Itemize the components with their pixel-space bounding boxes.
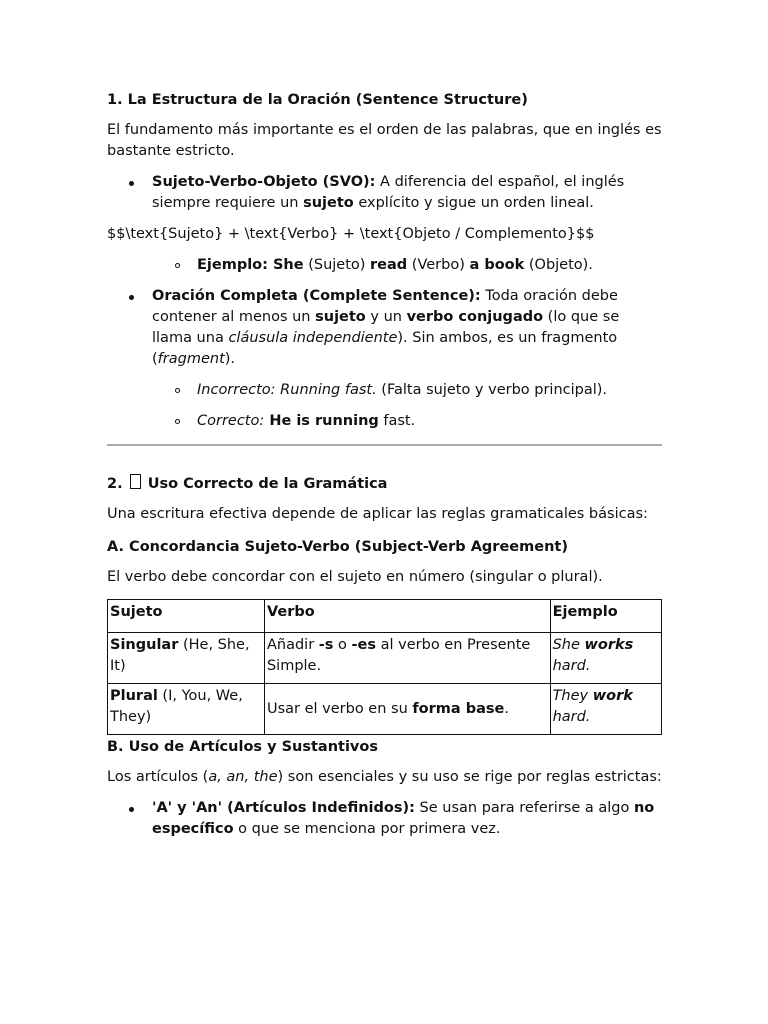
complete-text-5: ). (224, 351, 236, 367)
complete-italic-fragment: fragment (157, 351, 225, 367)
sub-bullet-correct (107, 411, 662, 432)
section-1-heading: 1. La Estructura de la Oración (Sentence Structure) (107, 92, 528, 108)
formula-text: $$\text{Sujeto} + \text{Verbo} + \text{Objeto / Complemento}$$ (107, 226, 595, 242)
subsection-b-intro-text-a: Los artículos ( (107, 769, 209, 785)
table-cell-subject (108, 633, 265, 684)
cell-example-italic-2: hard. (552, 709, 591, 725)
articles-text-1: Se usan para referirse a algo (414, 800, 634, 816)
cell-subject-bold: Plural (110, 688, 158, 704)
section-1-intro: El fundamento más importante es el orden de las palabras, que en inglés es bastante estricto. (107, 122, 662, 159)
cell-verb-text-1: Añadir (266, 637, 319, 653)
example-word-read: read (370, 257, 408, 273)
cell-example-bold: work (592, 688, 633, 704)
section-2-intro: Una escritura efectiva depende de aplicar las reglas gramaticales básicas: (107, 506, 648, 522)
bullet-svo (107, 172, 662, 214)
cell-verb-bold-1: forma base (412, 700, 505, 717)
bullet-articles (107, 798, 662, 840)
complete-text-4: ). Sin ambos, es un fragmento ( (152, 330, 618, 367)
table-row (108, 633, 662, 684)
missing-glyph-icon (130, 474, 141, 489)
cell-subject-text: (I, You, We, They) (110, 688, 243, 725)
svo-bold-subject: sujeto (303, 195, 354, 211)
horizontal-divider (107, 444, 662, 446)
example-text-1: (Sujeto) (303, 257, 371, 273)
incorrect-italic: Incorrecto: Running fast. (197, 382, 377, 398)
sub-bullet-incorrect (107, 380, 662, 401)
subsection-a-heading: A. Concordancia Sujeto-Verbo (Subject-Verb Agreement) (107, 539, 568, 555)
articles-label: 'A' y 'An' (Artículos Indefinidos): (152, 800, 415, 816)
subsection-b-intro-text-b: ) son esenciales y su uso se rige por reglas estrictas: (277, 769, 662, 785)
cell-verb-text-1: Usar el verbo en su (266, 700, 413, 717)
cell-example-bold: works (584, 637, 634, 653)
table-header-row (108, 600, 662, 633)
sub-bullet-example (107, 255, 662, 276)
complete-text-1: Toda oración debe contener al menos un (152, 288, 618, 325)
example-text-2: (Verbo) (407, 257, 470, 273)
cell-verb-bold-1: -s (318, 637, 334, 653)
example-label: Ejemplo: (197, 257, 268, 273)
section-2-title: Uso Correcto de la Gramática (142, 476, 388, 492)
cell-example-italic-1: She (552, 637, 585, 653)
example-text-3: (Objeto). (524, 257, 593, 273)
table-row (108, 684, 662, 735)
table-cell-example (550, 633, 661, 684)
table-cell-example (550, 684, 661, 735)
complete-text-2: y un (365, 309, 407, 325)
cell-verb-text-3: al verbo en Presente Simple. (266, 637, 531, 674)
correct-italic: Correcto: (197, 413, 265, 429)
table-header-verb: Verbo (264, 600, 550, 633)
subsection-b-intro (107, 767, 662, 788)
subsection-b-heading: B. Uso de Artículos y Sustantivos (107, 739, 378, 755)
cell-verb-text-2: . (504, 700, 509, 717)
cell-verb-text-2: o (333, 637, 352, 653)
cell-example-italic-2: hard. (552, 658, 591, 674)
complete-text-3: (lo que se llama una (152, 309, 620, 346)
document-page (107, 88, 662, 850)
table-cell-verb (264, 633, 550, 684)
subsection-b-intro-italic: a, an, the (208, 769, 278, 785)
articles-bold: no específico (152, 800, 655, 837)
cell-subject-text: (He, She, It) (110, 637, 250, 674)
cell-subject-bold: Singular (110, 637, 179, 653)
section-2-heading (107, 472, 662, 496)
cell-verb-bold-2: -es (351, 637, 377, 653)
articles-text-2: o que se menciona por primera vez. (233, 821, 501, 837)
complete-italic-clause: cláusula independiente (228, 330, 398, 346)
section-2-number: 2. (107, 476, 128, 492)
complete-bold-verb: verbo conjugado (406, 309, 544, 325)
table-cell-verb (264, 684, 550, 735)
complete-label: Oración Completa (Complete Sentence): (152, 288, 481, 304)
example-word-she: She (267, 257, 304, 273)
subsection-a-intro: El verbo debe concordar con el sujeto en número (singular o plural). (107, 569, 603, 585)
bullet-complete-sentence (107, 286, 662, 370)
table-header-subject: Sujeto (108, 600, 265, 633)
example-word-book: a book (469, 257, 525, 273)
incorrect-text: (Falta sujeto y verbo principal). (376, 382, 608, 398)
cell-example-italic-1: They (552, 688, 593, 704)
table-header-example: Ejemplo (550, 600, 661, 633)
correct-text: fast. (378, 413, 416, 429)
svo-text-b: explícito y sigue un orden lineal. (353, 195, 594, 211)
agreement-table (107, 599, 662, 735)
table-cell-subject (108, 684, 265, 735)
complete-bold-subject: sujeto (315, 309, 366, 325)
svo-label: Sujeto-Verbo-Objeto (SVO): (152, 174, 376, 190)
correct-bold: He is running (264, 413, 379, 429)
svo-text-a: A diferencia del español, el inglés siempre requiere un (152, 174, 625, 211)
